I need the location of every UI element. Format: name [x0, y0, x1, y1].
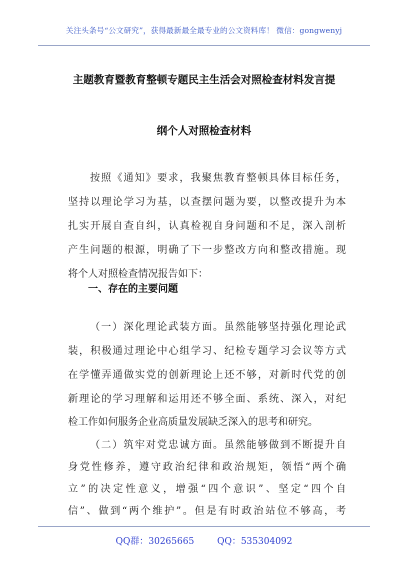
paragraph-line: 检工作如何服务企业高质量发展缺乏深入的思考和研究。: [68, 417, 318, 428]
footer-qq: QQ：535304092: [217, 537, 293, 547]
footer-qq-group: QQ群：30265665: [115, 537, 195, 547]
header-divider: [38, 45, 370, 46]
paragraph-line: 身党性修养，遵守政治纪律和政治规矩，领悟“两个确: [68, 462, 346, 473]
paragraph-line: （二）筑牢对党忠诚方面。虽然能够做到不断提升自: [90, 440, 346, 451]
section-heading: 一、存在的主要问题: [88, 284, 178, 295]
paragraph-line: 按照《通知》要求，我聚焦教育整顿具体目标任务，: [90, 173, 346, 184]
paragraph-line: 装，积极通过理论中心组学习、纪检专题学习会议等方式: [68, 346, 346, 357]
paragraph-line: 在学懂弄通做实党的创新理论上还不够，对新时代党的创: [68, 370, 346, 381]
document-title-line-2: 纲个人对照检查材料: [156, 125, 252, 137]
paragraph-line: 坚持以理论学习为基，以查摆问题为要，以整改提升为本: [68, 197, 346, 208]
paragraph-line: （一）深化理论武装方面。虽然能够坚持强化理论武: [90, 322, 346, 333]
paragraph-line: 信”、做到“两个维护”。但是有时政治站位不够高，考: [68, 506, 346, 517]
paragraph-line: 新理论的学习理解和运用还不够全面、系统、深入，对纪: [68, 394, 346, 405]
header-notice: 关注头条号“公文研究”，获得最新最全最专业的公文资料库！ 微信：gongwenyj: [65, 26, 343, 35]
paragraph-line: 扎实开展自查自纠，认真检视自身问题和不足，深入剖析: [68, 221, 346, 232]
paragraph-line: 立”的决定性意义，增强“四个意识”、坚定“四个自: [68, 484, 346, 495]
paragraph-line: 产生问题的根源，明确了下一步整改方向和整改措施。现: [68, 245, 346, 256]
paragraph-line: 将个人对照检查情况报告如下：: [68, 269, 208, 280]
footer-contacts: [0, 534, 408, 547]
document-title-line-1: 主题教育暨教育整顿专题民主生活会对照检查材料发言提: [72, 74, 336, 86]
footer-divider: [38, 526, 370, 527]
